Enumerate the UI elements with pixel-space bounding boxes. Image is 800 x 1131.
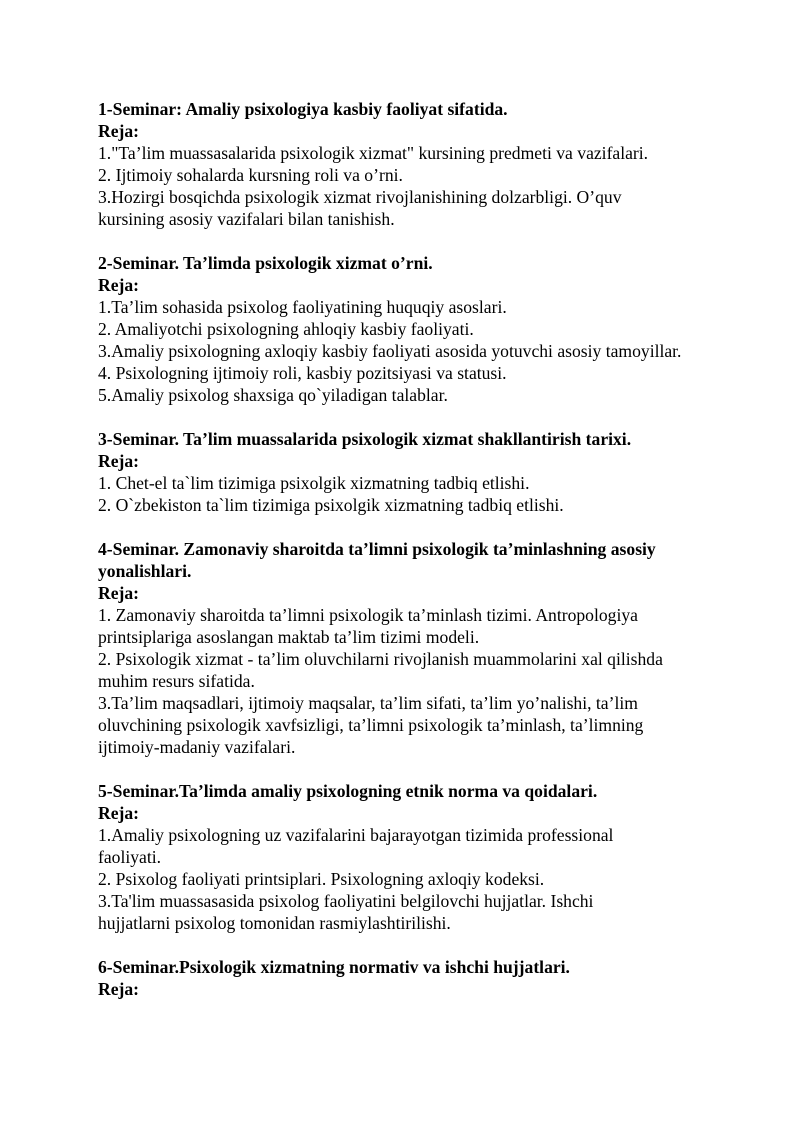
seminar-title: 5-Seminar.Ta’limda amaliy psixologning etnik norma va qoidalari. bbox=[98, 781, 598, 801]
plan-item: 3.Ta'lim muassasasida psixolog faoliyatini belgilovchi hujjatlar. Ishchi hujjatlarni psixolog tomonidan rasmiylashtirilishi. bbox=[98, 891, 594, 933]
seminar-4 bbox=[98, 538, 704, 758]
plan-label: Reja: bbox=[98, 121, 140, 141]
plan-item: 2. Psixologik xizmat - ta’lim oluvchilarni rivojlanish muammolarini xal qilishda muhim resurs sifatida. bbox=[98, 649, 663, 691]
plan-item: 4. Psixologning ijtimoiy roli, kasbiy pozitsiyasi va statusi. bbox=[98, 363, 507, 383]
seminar-title: 6-Seminar.Psixologik xizmatning normativ va ishchi hujjatlari. bbox=[98, 957, 570, 977]
plan-label: Reja: bbox=[98, 583, 140, 603]
plan-item: 1.Amaliy psixologning uz vazifalarini bajarayotgan tizimida professional faoliyati. bbox=[98, 825, 614, 867]
plan-label: Reja: bbox=[98, 979, 140, 999]
plan-label: Reja: bbox=[98, 275, 140, 295]
seminar-title: 2-Seminar. Ta’limda psixologik xizmat o’rni. bbox=[98, 253, 433, 273]
seminar-3 bbox=[98, 428, 704, 516]
plan-item: 3.Hozirgi bosqichda psixologik xizmat rivojlanishining dolzarbligi. O’quv kursining asosiy vazifalari bilan tanishish. bbox=[98, 187, 622, 229]
seminar-6 bbox=[98, 956, 704, 1000]
seminar-title: 3-Seminar. Ta’lim muassalarida psixologik xizmat shakllantirish tarixi. bbox=[98, 429, 632, 449]
plan-item: 2. Psixolog faoliyati printsiplari. Psixologning axloqiy kodeksi. bbox=[98, 869, 545, 889]
seminar-1 bbox=[98, 98, 704, 230]
plan-item: 3.Amaliy psixologning axloqiy kasbiy faoliyati asosida yotuvchi asosiy tamoyillar. bbox=[98, 341, 682, 361]
plan-item: 3.Ta’lim maqsadlari, ijtimoiy maqsalar, ta’lim sifati, ta’lim yo’nalishi, ta’lim oluvchining psixologik xavfsizligi, ta’limni psixologik ta’minlash, ta’limning ijtimoiy-madaniy vazifalari. bbox=[98, 693, 644, 757]
document-page bbox=[98, 98, 704, 1022]
seminar-title: 1-Seminar: Amaliy psixologiya kasbiy faoliyat sifatida. bbox=[98, 99, 508, 119]
plan-item: 2. O`zbekiston ta`lim tizimiga psixolgik xizmatning tadbiq etlishi. bbox=[98, 495, 564, 515]
plan-item: 1. Chet-el ta`lim tizimiga psixolgik xizmatning tadbiq etlishi. bbox=[98, 473, 530, 493]
seminar-5 bbox=[98, 780, 704, 934]
plan-label: Reja: bbox=[98, 803, 140, 823]
plan-item: 2. Ijtimoiy sohalarda kursning roli va o’rni. bbox=[98, 165, 403, 185]
plan-item: 5.Amaliy psixolog shaxsiga qo`yiladigan talablar. bbox=[98, 385, 448, 405]
plan-item: 1. Zamonaviy sharoitda ta’limni psixologik ta’minlash tizimi. Antropologiya printsiplariga asoslangan maktab ta’lim tizimi modeli. bbox=[98, 605, 638, 647]
seminar-title: 4-Seminar. Zamonaviy sharoitda ta’limni psixologik ta’minlashning asosiy yonalishlari. bbox=[98, 539, 656, 581]
plan-item: 2. Amaliyotchi psixologning ahloqiy kasbiy faoliyati. bbox=[98, 319, 474, 339]
seminar-2 bbox=[98, 252, 704, 406]
plan-item: 1."Ta’lim muassasalarida psixologik xizmat" kursining predmeti va vazifalari. bbox=[98, 143, 649, 163]
plan-item: 1.Ta’lim sohasida psixolog faoliyatining huquqiy asoslari. bbox=[98, 297, 507, 317]
plan-label: Reja: bbox=[98, 451, 140, 471]
